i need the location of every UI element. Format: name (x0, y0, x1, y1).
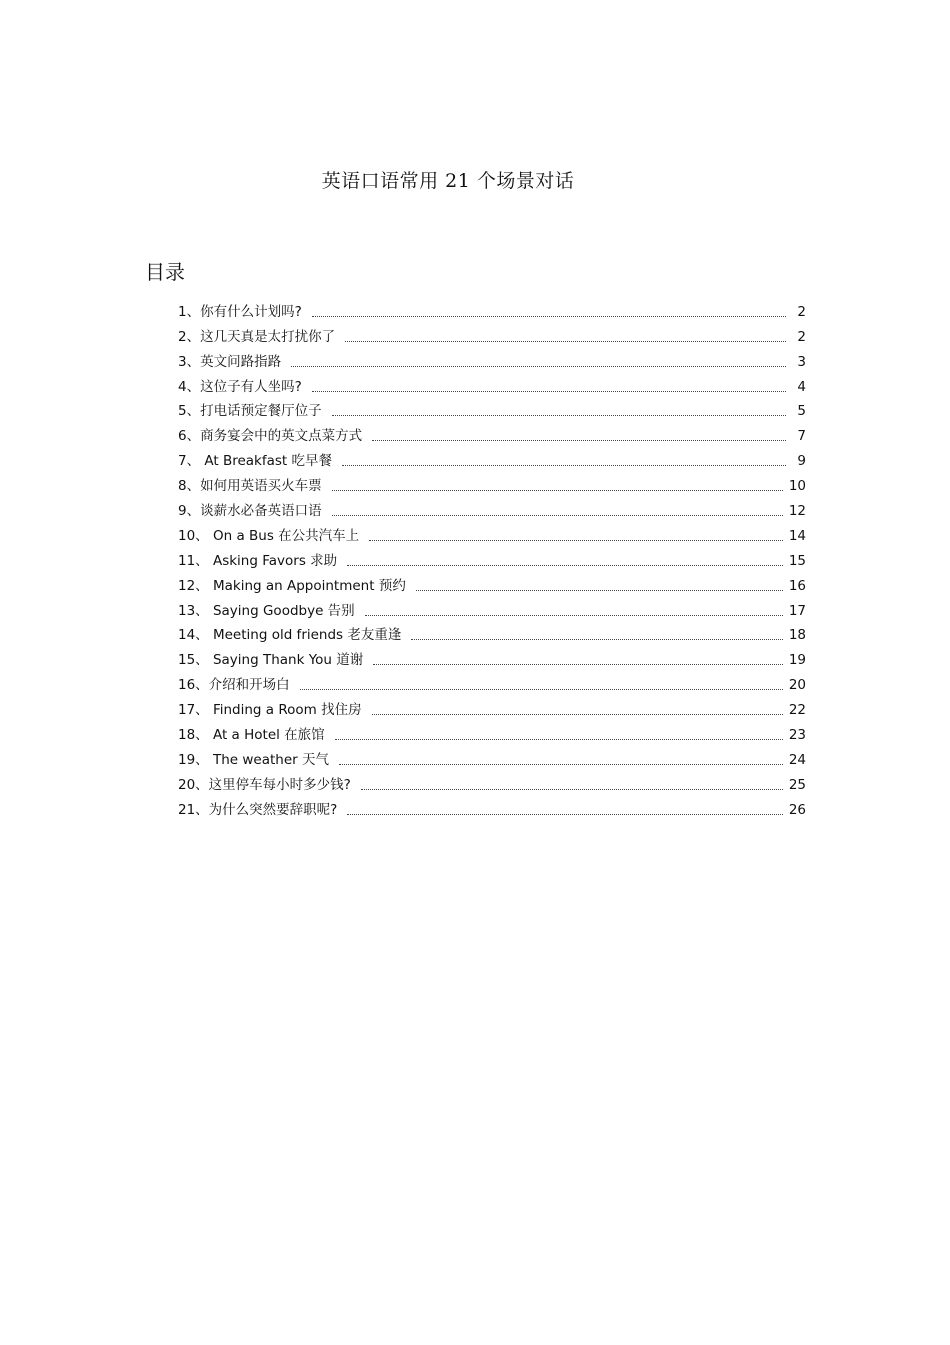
toc-entry-page-number: 18 (788, 627, 806, 644)
document-title: 英语口语常用 21 个场景对话 (321, 170, 575, 192)
toc-entry[interactable] (178, 620, 806, 645)
toc-entry[interactable] (178, 595, 806, 620)
toc-entry-label: 19、 The weather 天气 (178, 751, 329, 768)
table-of-contents (178, 296, 806, 819)
toc-entry[interactable] (178, 694, 806, 719)
toc-entry-label: 20、这里停车每小时多少钱? (178, 776, 351, 793)
toc-entry-label: 12、 Making an Appointment 预约 (178, 577, 406, 594)
toc-entry[interactable] (178, 644, 806, 669)
toc-entry-label: 21、为什么突然要辞职呢? (178, 801, 338, 818)
toc-entry-page-number: 9 (797, 453, 806, 470)
toc-entry-label: 16、介绍和开场白 (178, 677, 290, 694)
toc-entry-label: 13、 Saying Goodbye 告别 (178, 602, 355, 619)
toc-dot-leader (342, 465, 786, 466)
toc-entry-label: 15、 Saying Thank You 道谢 (178, 652, 364, 669)
toc-dot-leader (312, 316, 786, 317)
toc-dot-leader (312, 391, 786, 392)
toc-entry-page-number: 12 (788, 503, 806, 520)
toc-heading: 目录 (145, 260, 185, 284)
toc-entry-label: 17、 Finding a Room 找住房 (178, 702, 362, 719)
toc-entry[interactable] (178, 744, 806, 769)
toc-dot-leader (345, 341, 786, 342)
toc-entry[interactable] (178, 545, 806, 570)
toc-entry-page-number: 17 (788, 602, 806, 619)
toc-dot-leader (361, 789, 783, 790)
toc-entry-label: 18、 At a Hotel 在旅馆 (178, 727, 325, 744)
toc-entry-label: 8、如何用英语买火车票 (178, 478, 322, 495)
toc-entry-page-number: 7 (797, 428, 806, 445)
toc-entry-page-number: 20 (788, 677, 806, 694)
toc-entry-label: 6、商务宴会中的英文点菜方式 (178, 428, 363, 445)
toc-entry[interactable] (178, 321, 806, 346)
toc-dot-leader (347, 814, 782, 815)
toc-entry-page-number: 15 (788, 552, 806, 569)
toc-entry-page-number: 23 (788, 727, 806, 744)
toc-dot-leader (332, 490, 783, 491)
toc-dot-leader (365, 615, 783, 616)
toc-entry-page-number: 22 (788, 702, 806, 719)
toc-entry[interactable] (178, 520, 806, 545)
toc-entry[interactable] (178, 570, 806, 595)
toc-entry[interactable] (178, 495, 806, 520)
toc-dot-leader (300, 689, 783, 690)
toc-dot-leader (372, 714, 783, 715)
toc-entry[interactable] (178, 420, 806, 445)
toc-entry-page-number: 16 (788, 577, 806, 594)
toc-entry-page-number: 14 (788, 527, 806, 544)
toc-entry-page-number: 24 (788, 751, 806, 768)
toc-entry[interactable] (178, 371, 806, 396)
toc-dot-leader (332, 515, 783, 516)
toc-entry-label: 2、这几天真是太打扰你了 (178, 328, 336, 345)
toc-dot-leader (291, 366, 786, 367)
toc-entry[interactable] (178, 296, 806, 321)
toc-entry[interactable] (178, 445, 806, 470)
toc-entry-page-number: 5 (797, 403, 806, 420)
toc-dot-leader (339, 764, 783, 765)
toc-dot-leader (372, 440, 786, 441)
toc-entry-label: 5、打电话预定餐厅位子 (178, 403, 322, 420)
toc-entry-label: 11、 Asking Favors 求助 (178, 552, 338, 569)
toc-entry-label: 4、这位子有人坐吗? (178, 378, 302, 395)
toc-entry-label: 3、英文问路指路 (178, 353, 282, 370)
toc-entry[interactable] (178, 719, 806, 744)
toc-dot-leader (332, 415, 786, 416)
toc-entry-page-number: 2 (797, 328, 806, 345)
toc-entry-page-number: 2 (797, 303, 806, 320)
toc-entry[interactable] (178, 769, 806, 794)
toc-entry-label: 1、你有什么计划吗? (178, 303, 302, 320)
toc-dot-leader (347, 565, 783, 566)
toc-entry[interactable] (178, 396, 806, 421)
toc-entry[interactable] (178, 669, 806, 694)
toc-dot-leader (335, 739, 783, 740)
toc-entry-page-number: 25 (788, 776, 806, 793)
toc-entry-label: 7、 At Breakfast 吃早餐 (178, 453, 333, 470)
toc-entry-page-number: 4 (797, 378, 806, 395)
toc-entry[interactable] (178, 346, 806, 371)
toc-dot-leader (411, 639, 782, 640)
toc-entry-page-number: 10 (788, 478, 806, 495)
toc-entry-page-number: 26 (788, 801, 806, 818)
toc-dot-leader (369, 540, 783, 541)
toc-entry-page-number: 19 (788, 652, 806, 669)
toc-entry-page-number: 3 (797, 353, 806, 370)
toc-entry-label: 10、 On a Bus 在公共汽车上 (178, 527, 360, 544)
toc-entry[interactable] (178, 470, 806, 495)
toc-dot-leader (373, 664, 783, 665)
toc-entry-label: 9、谈薪水必备英语口语 (178, 503, 322, 520)
toc-dot-leader (416, 590, 783, 591)
toc-entry[interactable] (178, 794, 806, 819)
toc-entry-label: 14、 Meeting old friends 老友重逢 (178, 627, 402, 644)
